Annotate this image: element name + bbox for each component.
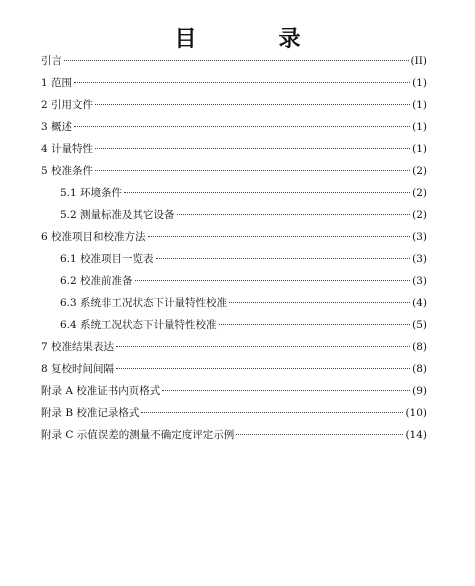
toc-entry-label: 1 范围 xyxy=(41,77,73,89)
toc-entry xyxy=(41,341,427,363)
toc-entry xyxy=(41,165,427,187)
toc-entry-label: 8 复校时间间隔 xyxy=(41,363,115,375)
toc-entry-page: (II) xyxy=(410,55,427,67)
toc-entry-label: 2 引用文件 xyxy=(41,99,94,111)
page-title: 目 录 xyxy=(174,26,331,52)
toc-entry-page: (1) xyxy=(412,99,427,111)
toc-subentry xyxy=(41,253,427,275)
toc-entry-label: 引言 xyxy=(41,55,62,67)
toc-entry-label: 4 计量特性 xyxy=(41,143,94,155)
toc-entry xyxy=(41,231,427,253)
toc-dot-leader xyxy=(236,434,403,435)
toc-entry-page: (8) xyxy=(412,363,427,375)
toc-entry-label: 6.3 系统非工况状态下计量特性校准 xyxy=(60,297,228,309)
toc-entry xyxy=(41,363,427,385)
toc-entry-page: (1) xyxy=(412,121,427,133)
toc-entry xyxy=(41,77,427,99)
toc-entry-label: 6.2 校准前准备 xyxy=(60,275,133,287)
toc-entry-label: 6.1 校准项目一览表 xyxy=(60,253,154,265)
toc-entry-label: 附录 A 校准证书内页格式 xyxy=(41,385,161,397)
toc-entry-page: (1) xyxy=(412,143,427,155)
toc-dot-leader xyxy=(74,126,410,127)
toc-entry-page: (3) xyxy=(412,275,427,287)
toc-entry xyxy=(41,121,427,143)
toc-subentry xyxy=(41,275,427,297)
toc-dot-leader xyxy=(219,324,411,325)
toc-dot-leader xyxy=(156,258,411,259)
toc-entry-label: 5 校准条件 xyxy=(41,165,94,177)
toc-dot-leader xyxy=(116,368,410,369)
toc-dot-leader xyxy=(177,214,411,215)
toc-entry-label: 附录 C 示值误差的测量不确定度评定示例 xyxy=(41,429,235,441)
toc-entry xyxy=(41,143,427,165)
toc-entry xyxy=(41,99,427,121)
toc-subentry xyxy=(41,319,427,341)
toc-dot-leader xyxy=(95,104,410,105)
toc-dot-leader xyxy=(64,60,409,61)
table-of-contents xyxy=(41,55,427,451)
toc-dot-leader xyxy=(229,302,410,303)
toc-entry-label: 6 校准项目和校准方法 xyxy=(41,231,146,243)
toc-entry-page: (2) xyxy=(412,165,427,177)
toc-subentry xyxy=(41,187,427,209)
toc-dot-leader xyxy=(141,412,403,413)
toc-entry-page: (3) xyxy=(412,253,427,265)
toc-entry-page: (8) xyxy=(412,341,427,353)
toc-entry-page: (4) xyxy=(412,297,427,309)
toc-entry-page: (3) xyxy=(412,231,427,243)
toc-entry-page: (2) xyxy=(412,209,427,221)
toc-entry-page: (1) xyxy=(412,77,427,89)
toc-entry xyxy=(41,429,427,451)
toc-entry-label: 5.2 测量标准及其它设备 xyxy=(60,209,175,221)
toc-dot-leader xyxy=(95,170,410,171)
toc-entry xyxy=(41,385,427,407)
toc-entry-page: (2) xyxy=(412,187,427,199)
toc-dot-leader xyxy=(135,280,411,281)
toc-dot-leader xyxy=(95,148,410,149)
toc-subentry xyxy=(41,209,427,231)
toc-entry-page: (10) xyxy=(405,407,427,419)
toc-dot-leader xyxy=(124,192,410,193)
toc-entry-label: 6.4 系统工况状态下计量特性校准 xyxy=(60,319,217,331)
toc-subentry xyxy=(41,297,427,319)
toc-entry xyxy=(41,55,427,77)
toc-dot-leader xyxy=(116,346,410,347)
toc-entry-page: (14) xyxy=(405,429,427,441)
toc-dot-leader xyxy=(74,82,410,83)
toc-entry-page: (9) xyxy=(412,385,427,397)
toc-entry xyxy=(41,407,427,429)
toc-dot-leader xyxy=(148,236,411,237)
toc-entry-page: (5) xyxy=(412,319,427,331)
toc-entry-label: 5.1 环境条件 xyxy=(60,187,123,199)
toc-entry-label: 7 校准结果表达 xyxy=(41,341,115,353)
toc-entry-label: 3 概述 xyxy=(41,121,73,133)
toc-entry-label: 附录 B 校准记录格式 xyxy=(41,407,140,419)
toc-dot-leader xyxy=(162,390,410,391)
